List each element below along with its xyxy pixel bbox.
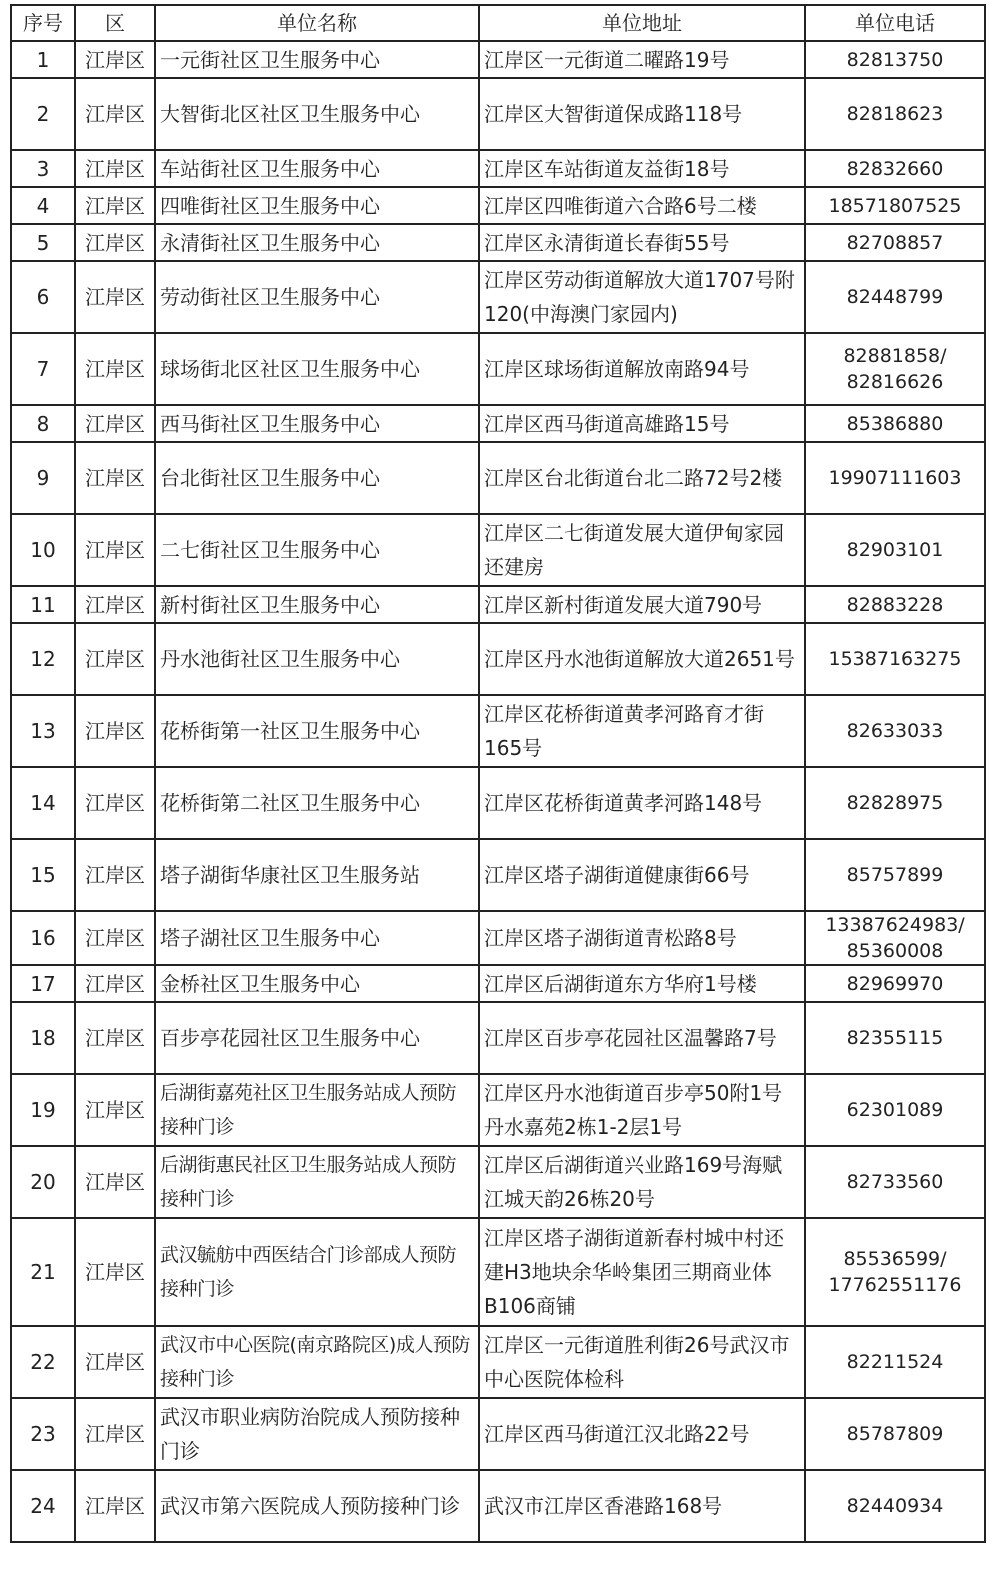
row-seq: 24 (11, 1470, 75, 1542)
row-phone: 82211524 (805, 1326, 985, 1398)
row-name: 劳动街社区卫生服务中心 (155, 261, 479, 333)
row-name: 西马街社区卫生服务中心 (155, 405, 479, 442)
row-district: 江岸区 (75, 767, 155, 839)
row-phone: 85787809 (805, 1398, 985, 1470)
table-row (11, 839, 985, 911)
table-row (11, 442, 985, 514)
row-address: 江岸区新村街道发展大道790号 (479, 586, 805, 623)
row-seq: 11 (11, 586, 75, 623)
row-district: 江岸区 (75, 514, 155, 586)
row-seq: 10 (11, 514, 75, 586)
header-name: 单位名称 (155, 5, 479, 41)
table-row (11, 586, 985, 623)
row-phone: 82818623 (805, 78, 985, 150)
row-phone: 85757899 (805, 839, 985, 911)
table-row (11, 767, 985, 839)
row-address: 江岸区四唯街道六合路6号二楼 (479, 187, 805, 224)
table-row (11, 1074, 985, 1146)
table-row (11, 78, 985, 150)
row-district: 江岸区 (75, 41, 155, 78)
row-district: 江岸区 (75, 261, 155, 333)
row-seq: 18 (11, 1002, 75, 1074)
table-row (11, 911, 985, 965)
table-row (11, 187, 985, 224)
row-phone: 82828975 (805, 767, 985, 839)
row-address: 江岸区后湖街道兴业路169号海赋江城天韵26栋20号 (479, 1146, 805, 1218)
row-seq: 14 (11, 767, 75, 839)
row-district: 江岸区 (75, 1002, 155, 1074)
row-seq: 22 (11, 1326, 75, 1398)
row-address: 江岸区大智街道保成路118号 (479, 78, 805, 150)
row-district: 江岸区 (75, 623, 155, 695)
row-phone: 13387624983/ 85360008 (805, 911, 985, 965)
row-phone: 85536599/ 17762551176 (805, 1218, 985, 1326)
table-row (11, 333, 985, 405)
row-address: 江岸区花桥街道黄孝河路育才街165号 (479, 695, 805, 767)
row-name: 武汉市第六医院成人预防接种门诊 (155, 1470, 479, 1542)
row-district: 江岸区 (75, 224, 155, 261)
row-name: 花桥街第二社区卫生服务中心 (155, 767, 479, 839)
row-name: 武汉市职业病防治院成人预防接种门诊 (155, 1398, 479, 1470)
row-address: 江岸区后湖街道东方华府1号楼 (479, 965, 805, 1002)
row-name: 车站街社区卫生服务中心 (155, 150, 479, 187)
row-seq: 15 (11, 839, 75, 911)
row-address: 江岸区西马街道高雄路15号 (479, 405, 805, 442)
row-name: 武汉毓舫中西医结合门诊部成人预防接种门诊 (155, 1218, 479, 1326)
row-name: 二七街社区卫生服务中心 (155, 514, 479, 586)
row-address: 江岸区花桥街道黄孝河路148号 (479, 767, 805, 839)
row-address: 江岸区台北街道台北二路72号2楼 (479, 442, 805, 514)
row-phone: 15387163275 (805, 623, 985, 695)
row-phone: 82708857 (805, 224, 985, 261)
row-seq: 20 (11, 1146, 75, 1218)
row-district: 江岸区 (75, 965, 155, 1002)
row-phone: 18571807525 (805, 187, 985, 224)
table-row (11, 405, 985, 442)
row-address: 江岸区车站街道友益街18号 (479, 150, 805, 187)
row-district: 江岸区 (75, 1470, 155, 1542)
row-name: 丹水池街社区卫生服务中心 (155, 623, 479, 695)
row-district: 江岸区 (75, 839, 155, 911)
row-district: 江岸区 (75, 333, 155, 405)
row-name: 四唯街社区卫生服务中心 (155, 187, 479, 224)
table-row (11, 41, 985, 78)
row-phone: 82969970 (805, 965, 985, 1002)
row-district: 江岸区 (75, 1146, 155, 1218)
row-address: 江岸区塔子湖街道青松路8号 (479, 911, 805, 965)
row-address: 江岸区永清街道长春街55号 (479, 224, 805, 261)
row-name: 塔子湖社区卫生服务中心 (155, 911, 479, 965)
row-seq: 4 (11, 187, 75, 224)
row-address: 江岸区一元街道二曜路19号 (479, 41, 805, 78)
header-phone: 单位电话 (805, 5, 985, 41)
table-row (11, 1002, 985, 1074)
row-seq: 7 (11, 333, 75, 405)
row-seq: 1 (11, 41, 75, 78)
row-district: 江岸区 (75, 405, 155, 442)
table-row (11, 623, 985, 695)
row-name: 球场街北区社区卫生服务中心 (155, 333, 479, 405)
row-name: 后湖街嘉苑社区卫生服务站成人预防接种门诊 (155, 1074, 479, 1146)
table-row (11, 514, 985, 586)
row-seq: 16 (11, 911, 75, 965)
row-seq: 6 (11, 261, 75, 333)
row-phone: 19907111603 (805, 442, 985, 514)
row-phone: 82832660 (805, 150, 985, 187)
table-row (11, 965, 985, 1002)
row-seq: 17 (11, 965, 75, 1002)
row-address: 江岸区二七街道发展大道伊甸家园还建房 (479, 514, 805, 586)
row-district: 江岸区 (75, 586, 155, 623)
row-name: 一元街社区卫生服务中心 (155, 41, 479, 78)
table-row (11, 224, 985, 261)
table-row (11, 1470, 985, 1542)
row-address: 武汉市江岸区香港路168号 (479, 1470, 805, 1542)
row-address: 江岸区百步亭花园社区温馨路7号 (479, 1002, 805, 1074)
row-name: 花桥街第一社区卫生服务中心 (155, 695, 479, 767)
row-seq: 9 (11, 442, 75, 514)
table-row (11, 1218, 985, 1326)
row-seq: 2 (11, 78, 75, 150)
row-name: 永清街社区卫生服务中心 (155, 224, 479, 261)
table-row (11, 1146, 985, 1218)
row-address: 江岸区劳动街道解放大道1707号附120(中海澳门家园内) (479, 261, 805, 333)
row-address: 江岸区球场街道解放南路94号 (479, 333, 805, 405)
header-address: 单位地址 (479, 5, 805, 41)
row-address: 江岸区一元街道胜利街26号武汉市中心医院体检科 (479, 1326, 805, 1398)
clinic-table (10, 4, 986, 1543)
row-phone: 82448799 (805, 261, 985, 333)
row-district: 江岸区 (75, 442, 155, 514)
row-district: 江岸区 (75, 1326, 155, 1398)
row-address: 江岸区西马街道江汉北路22号 (479, 1398, 805, 1470)
row-seq: 12 (11, 623, 75, 695)
row-district: 江岸区 (75, 1218, 155, 1326)
row-seq: 19 (11, 1074, 75, 1146)
row-district: 江岸区 (75, 911, 155, 965)
row-district: 江岸区 (75, 1398, 155, 1470)
row-seq: 5 (11, 224, 75, 261)
row-phone: 82813750 (805, 41, 985, 78)
row-phone: 62301089 (805, 1074, 985, 1146)
row-address: 江岸区丹水池街道解放大道2651号 (479, 623, 805, 695)
row-seq: 23 (11, 1398, 75, 1470)
header-seq: 序号 (11, 5, 75, 41)
row-district: 江岸区 (75, 695, 155, 767)
header-row (11, 5, 985, 41)
table-row (11, 1398, 985, 1470)
row-phone: 85386880 (805, 405, 985, 442)
row-district: 江岸区 (75, 150, 155, 187)
row-district: 江岸区 (75, 78, 155, 150)
row-name: 金桥社区卫生服务中心 (155, 965, 479, 1002)
row-phone: 82881858/ 82816626 (805, 333, 985, 405)
row-phone: 82903101 (805, 514, 985, 586)
row-address: 江岸区塔子湖街道新春村城中村还建H3地块余华岭集团三期商业体B106商铺 (479, 1218, 805, 1326)
table-row (11, 261, 985, 333)
row-name: 塔子湖街华康社区卫生服务站 (155, 839, 479, 911)
row-seq: 21 (11, 1218, 75, 1326)
row-address: 江岸区丹水池街道百步亭50附1号丹水嘉苑2栋1-2层1号 (479, 1074, 805, 1146)
table-row (11, 1326, 985, 1398)
row-name: 台北街社区卫生服务中心 (155, 442, 479, 514)
row-seq: 3 (11, 150, 75, 187)
row-phone: 82883228 (805, 586, 985, 623)
row-district: 江岸区 (75, 187, 155, 224)
row-name: 后湖街惠民社区卫生服务站成人预防接种门诊 (155, 1146, 479, 1218)
row-district: 江岸区 (75, 1074, 155, 1146)
row-name: 百步亭花园社区卫生服务中心 (155, 1002, 479, 1074)
row-seq: 13 (11, 695, 75, 767)
row-phone: 82355115 (805, 1002, 985, 1074)
row-seq: 8 (11, 405, 75, 442)
row-address: 江岸区塔子湖街道健康街66号 (479, 839, 805, 911)
row-name: 武汉市中心医院(南京路院区)成人预防接种门诊 (155, 1326, 479, 1398)
row-phone: 82733560 (805, 1146, 985, 1218)
row-phone: 82440934 (805, 1470, 985, 1542)
header-district: 区 (75, 5, 155, 41)
table-row (11, 695, 985, 767)
table-row (11, 150, 985, 187)
row-phone: 82633033 (805, 695, 985, 767)
row-name: 大智街北区社区卫生服务中心 (155, 78, 479, 150)
row-name: 新村街社区卫生服务中心 (155, 586, 479, 623)
